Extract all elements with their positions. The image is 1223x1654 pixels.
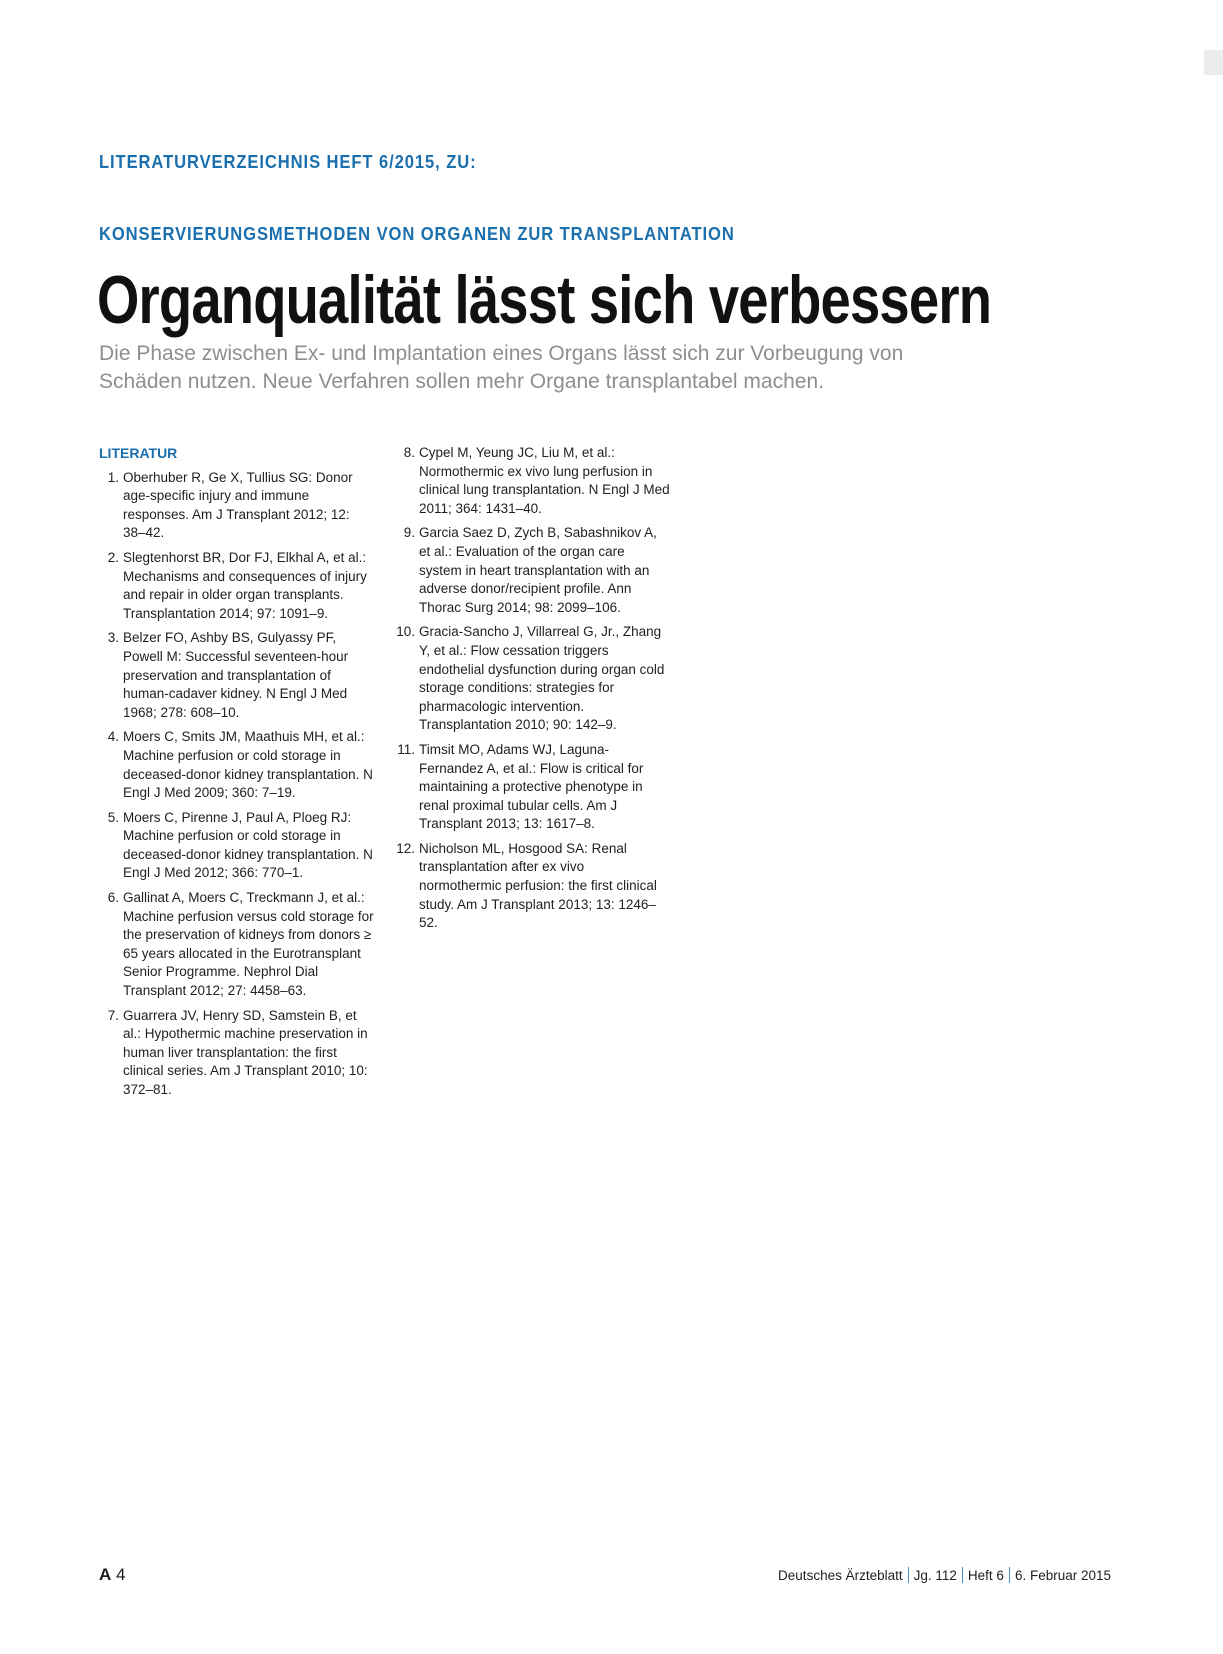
reference-text: Gallinat A, Moers C, Treckmann J, et al.: Machine perfusion versus cold storage for the preservation of kidneys from donors ≥ 65 years allocated in the Eurotransplant Senior Programme. Nephrol Dial Transplant 2012; 27: 4458–63. bbox=[123, 890, 374, 999]
page-letter: A bbox=[99, 1565, 112, 1584]
reference-text: Guarrera JV, Henry SD, Samstein B, et al.: Hypothermic machine preservation in human liver transplantation: the first clinical series. Am J Transplant 2010; 10: 372–81. bbox=[123, 1007, 368, 1097]
references-heading: LITERATUR bbox=[99, 445, 178, 461]
reference-item bbox=[395, 741, 670, 834]
reference-number: 4. bbox=[107, 729, 119, 745]
references-column-1 bbox=[99, 444, 374, 1106]
reference-item bbox=[395, 444, 670, 518]
reference-text: Moers C, Pirenne J, Paul A, Ploeg RJ: Machine perfusion or cold storage in deceased-donor kidney transplantation. N Engl J Med 2012; 366: 770–1. bbox=[123, 809, 373, 881]
reference-text: Timsit MO, Adams WJ, Laguna-Fernandez A, et al.: Flow is critical for maintaining a protective phenotype in renal proximal tubular cells. Am J Transplant 2013; 13: 1617–8. bbox=[419, 741, 644, 832]
footer-separator bbox=[962, 1567, 963, 1583]
reference-item bbox=[99, 728, 374, 802]
reference-item bbox=[395, 623, 670, 735]
reference-number: 10. bbox=[396, 624, 415, 640]
page-corner-tab bbox=[1204, 50, 1223, 75]
article-lead: Die Phase zwischen Ex- und Implantation eines Organs lässt sich zur Vorbeugung von Schäden nutzen. Neue Verfahren sollen mehr Organe transplantabel machen. bbox=[99, 342, 904, 393]
journal-date: 6. Februar 2015 bbox=[1014, 1568, 1111, 1583]
reference-number: 8. bbox=[403, 445, 415, 460]
reference-number: 12. bbox=[396, 840, 415, 856]
reference-text: Cypel M, Yeung JC, Liu M, et al.: Normothermic ex vivo lung perfusion in clinical lung transplantation. N Engl J Med 2011; 364: 1431–40. bbox=[419, 445, 670, 516]
reference-item bbox=[99, 469, 374, 543]
reference-text: Nicholson ML, Hosgood SA: Renal transplantation after ex vivo normothermic perfusion: the first clinical study. Am J Transplant 2013; 13: 1246–52. bbox=[419, 840, 657, 931]
reference-text: Slegtenhorst BR, Dor FJ, Elkhal A, et al.: Mechanisms and consequences of injury and repair in older organ transplants. Transplantation 2014; 97: 1091–9. bbox=[123, 549, 367, 621]
reference-text: Belzer FO, Ashby BS, Gulyassy PF, Powell M: Successful seventeen-hour preservation and transplantation of human-cadaver kidney. N Engl J Med 1968; 278: 608–10. bbox=[123, 630, 349, 720]
journal-issue: Heft 6 bbox=[967, 1568, 1004, 1583]
reference-item bbox=[99, 1007, 374, 1100]
reference-text: Moers C, Smits JM, Maathuis MH, et al.: Machine perfusion or cold storage in deceased-donor kidney transplantation. N Engl J Med 2009; 360: 7–19. bbox=[123, 729, 373, 801]
references-column-2 bbox=[395, 444, 670, 939]
reference-number: 1. bbox=[107, 469, 119, 485]
reference-item bbox=[395, 524, 670, 617]
reference-number: 2. bbox=[107, 549, 119, 565]
footer-separator bbox=[1009, 1567, 1010, 1583]
journal-footer bbox=[778, 1567, 1111, 1583]
reference-number: 7. bbox=[107, 1007, 119, 1023]
footer-separator bbox=[908, 1567, 909, 1583]
journal-volume: Jg. 112 bbox=[913, 1568, 957, 1583]
page-number-value: 4 bbox=[116, 1565, 126, 1584]
reference-number: 6. bbox=[107, 890, 119, 906]
reference-item bbox=[99, 809, 374, 883]
page-number bbox=[99, 1565, 125, 1585]
reference-item bbox=[99, 889, 374, 1001]
reference-list bbox=[99, 469, 374, 1100]
reference-item bbox=[99, 629, 374, 722]
reference-text: Gracia-Sancho J, Villarreal G, Jr., Zhang Y, et al.: Flow cessation triggers endothelial dysfunction during organ cold storage conditions: strategies for pharmacologic intervention. Transplantation 2010; 90: 142–9. bbox=[419, 624, 665, 733]
reference-item bbox=[395, 840, 670, 933]
reference-list bbox=[395, 444, 670, 933]
article-title: Organqualität lässt sich verbessern bbox=[97, 262, 992, 338]
reference-number: 3. bbox=[107, 630, 119, 646]
reference-item bbox=[99, 549, 374, 623]
reference-text: Oberhuber R, Ge X, Tullius SG: Donor age-specific injury and immune responses. Am J Transplant 2012; 12: 38–42. bbox=[123, 469, 353, 541]
supplement-kicker: LITERATURVERZEICHNIS HEFT 6/2015, ZU: bbox=[99, 152, 477, 172]
reference-number: 5. bbox=[107, 809, 119, 825]
reference-text: Garcia Saez D, Zych B, Sabashnikov A, et al.: Evaluation of the organ care system in heart transplantation with an adverse donor/recipient profile. Ann Thorac Surg 2014; 98: 2099–106. bbox=[419, 525, 657, 615]
journal-name: Deutsches Ärzteblatt bbox=[778, 1568, 903, 1583]
reference-number: 9. bbox=[403, 525, 415, 541]
reference-number: 11. bbox=[397, 741, 415, 757]
article-rubric: KONSERVIERUNGSMETHODEN VON ORGANEN ZUR TRANSPLANTATION bbox=[99, 224, 735, 244]
